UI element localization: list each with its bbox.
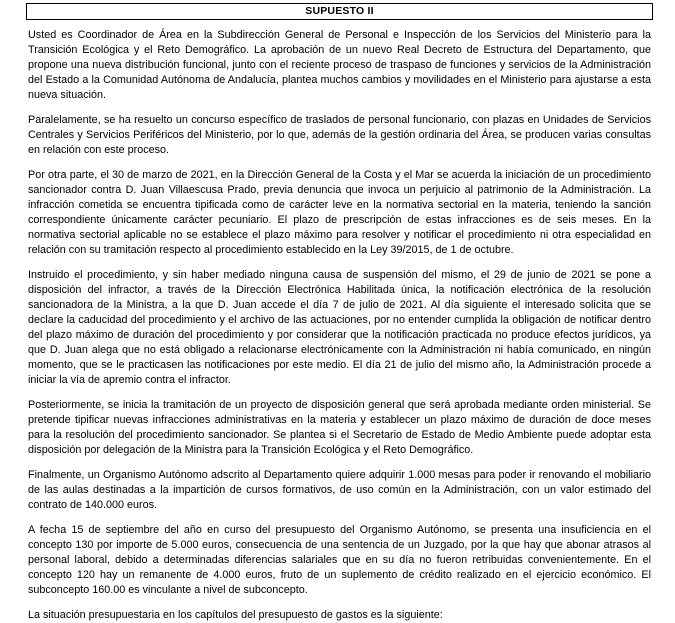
paragraph: Instruido el procedimiento, y sin haber mediado ninguna causa de suspensión del mismo, el 29 de junio de 2021 se pone a disposición del infractor, a través de la Dirección Electrónica Habilitada única, la notificación electrónica de la resolución sancionadora de la Ministra, a la que D. Juan accede el día 7 de julio de 2021. Al día siguiente el interesado solicita que se declare la caducidad del procedimiento y el archivo de las actuaciones, por no entender cumplida la obligación de notificar dentro del plazo máximo de duración del procedimiento y por considerar que la notificación practicada no produce efectos jurídicos, ya que D. Juan alega que no está obligado a relacionarse electrónicamente con la Administración ni había comunicado, en ningún momento, que se le practicasen las notificaciones por este medio. El día 21 de julio del mismo año, la Administración procede a iniciar la vía de apremio contra el infractor.: [28, 269, 651, 386]
paragraph: A fecha 15 de septiembre del año en curso del presupuesto del Organismo Autónomo, se presenta una insuficiencia en el concepto 130 por importe de 5.000 euros, consecuencia de una sentencia de un Juzgado, por la que hay que abonar atrasos al personal laboral, debido a determinadas diferencias salariales que en su día no fueron retribuidas convenientemente. En el concepto 120 hay un remanente de 4.000 euros, fruto de un suplemento de crédito realizado en el ejercicio económico. El subconcepto 160.00 es vinculante a nivel de subconcepto.: [28, 524, 651, 596]
paragraph: Usted es Coordinador de Área en la Subdirección General de Personal e Inspección de los Servicios del Ministerio para la Transición Ecológica y el Reto Demográfico. La aprobación de un nuevo Real Decreto de Estructura del Departamento, que propone una nueva distribución funcional, junto con el reciente proceso de traspaso de funciones y servicios de la Administración del Estado a la Comunidad Autónoma de Andalucía, plantea muchos cambios y movilidades en el Ministerio para ajustarse a esta nueva situación.: [28, 29, 651, 101]
paragraph: Finalmente, un Organismo Autónomo adscrito al Departamento quiere adquirir 1.000 mesas para poder ir renovando el mobiliario de las aulas destinadas a la impartición de cursos formativos, de uso común en la Administración, con un valor estimado del contrato de 140.000 euros.: [28, 469, 651, 511]
paragraph: Por otra parte, el 30 de marzo de 2021, en la Dirección General de la Costa y el Mar se acuerda la iniciación de un procedimiento sancionador contra D. Juan Villaescusa Prado, previa denuncia que invoca un perjuicio al patrimonio de la Administración. La infracción cometida se encuentra tipificada como de carácter leve en la normativa sectorial en la materia, teniendo la sanción correspondiente únicamente carácter pecuniario. El plazo de prescripción de estas infracciones es de seis meses. En la normativa sectorial aplicable no se establece el plazo máximo para resolver y notificar el procedimiento ni otra especialidad en relación con su tramitación respecto al procedimiento establecido en la Ley 39/2015, de 1 de octubre.: [28, 169, 651, 256]
paragraph: La situación presupuestaria en los capítulos del presupuesto de gastos es la siguiente:: [28, 609, 443, 621]
document-title-box: [26, 3, 653, 20]
paragraph: Paralelamente, se ha resuelto un concurso específico de traslados de personal funcionario, con plazas en Unidades de Servicios Centrales y Servicios Periféricos del Ministerio, por lo que, además de la gestión ordinaria del Área, se producen varias consultas en relación con este proceso.: [28, 114, 651, 156]
paragraph: Posteriormente, se inicia la tramitación de un proyecto de disposición general que será aprobada mediante orden ministerial. Se pretende tipificar nuevas infracciones administrativas en la materia y establecer un plazo máximo de duración de doce meses para la resolución del procedimiento sancionador. Se plantea si el Secretario de Estado de Medio Ambiente puede adoptar esta disposición por delegación de la Ministra para la Transición Ecológica y el Reto Demográfico.: [28, 399, 651, 456]
document-body: [28, 28, 651, 623]
page-title: SUPUESTO II: [305, 5, 374, 18]
